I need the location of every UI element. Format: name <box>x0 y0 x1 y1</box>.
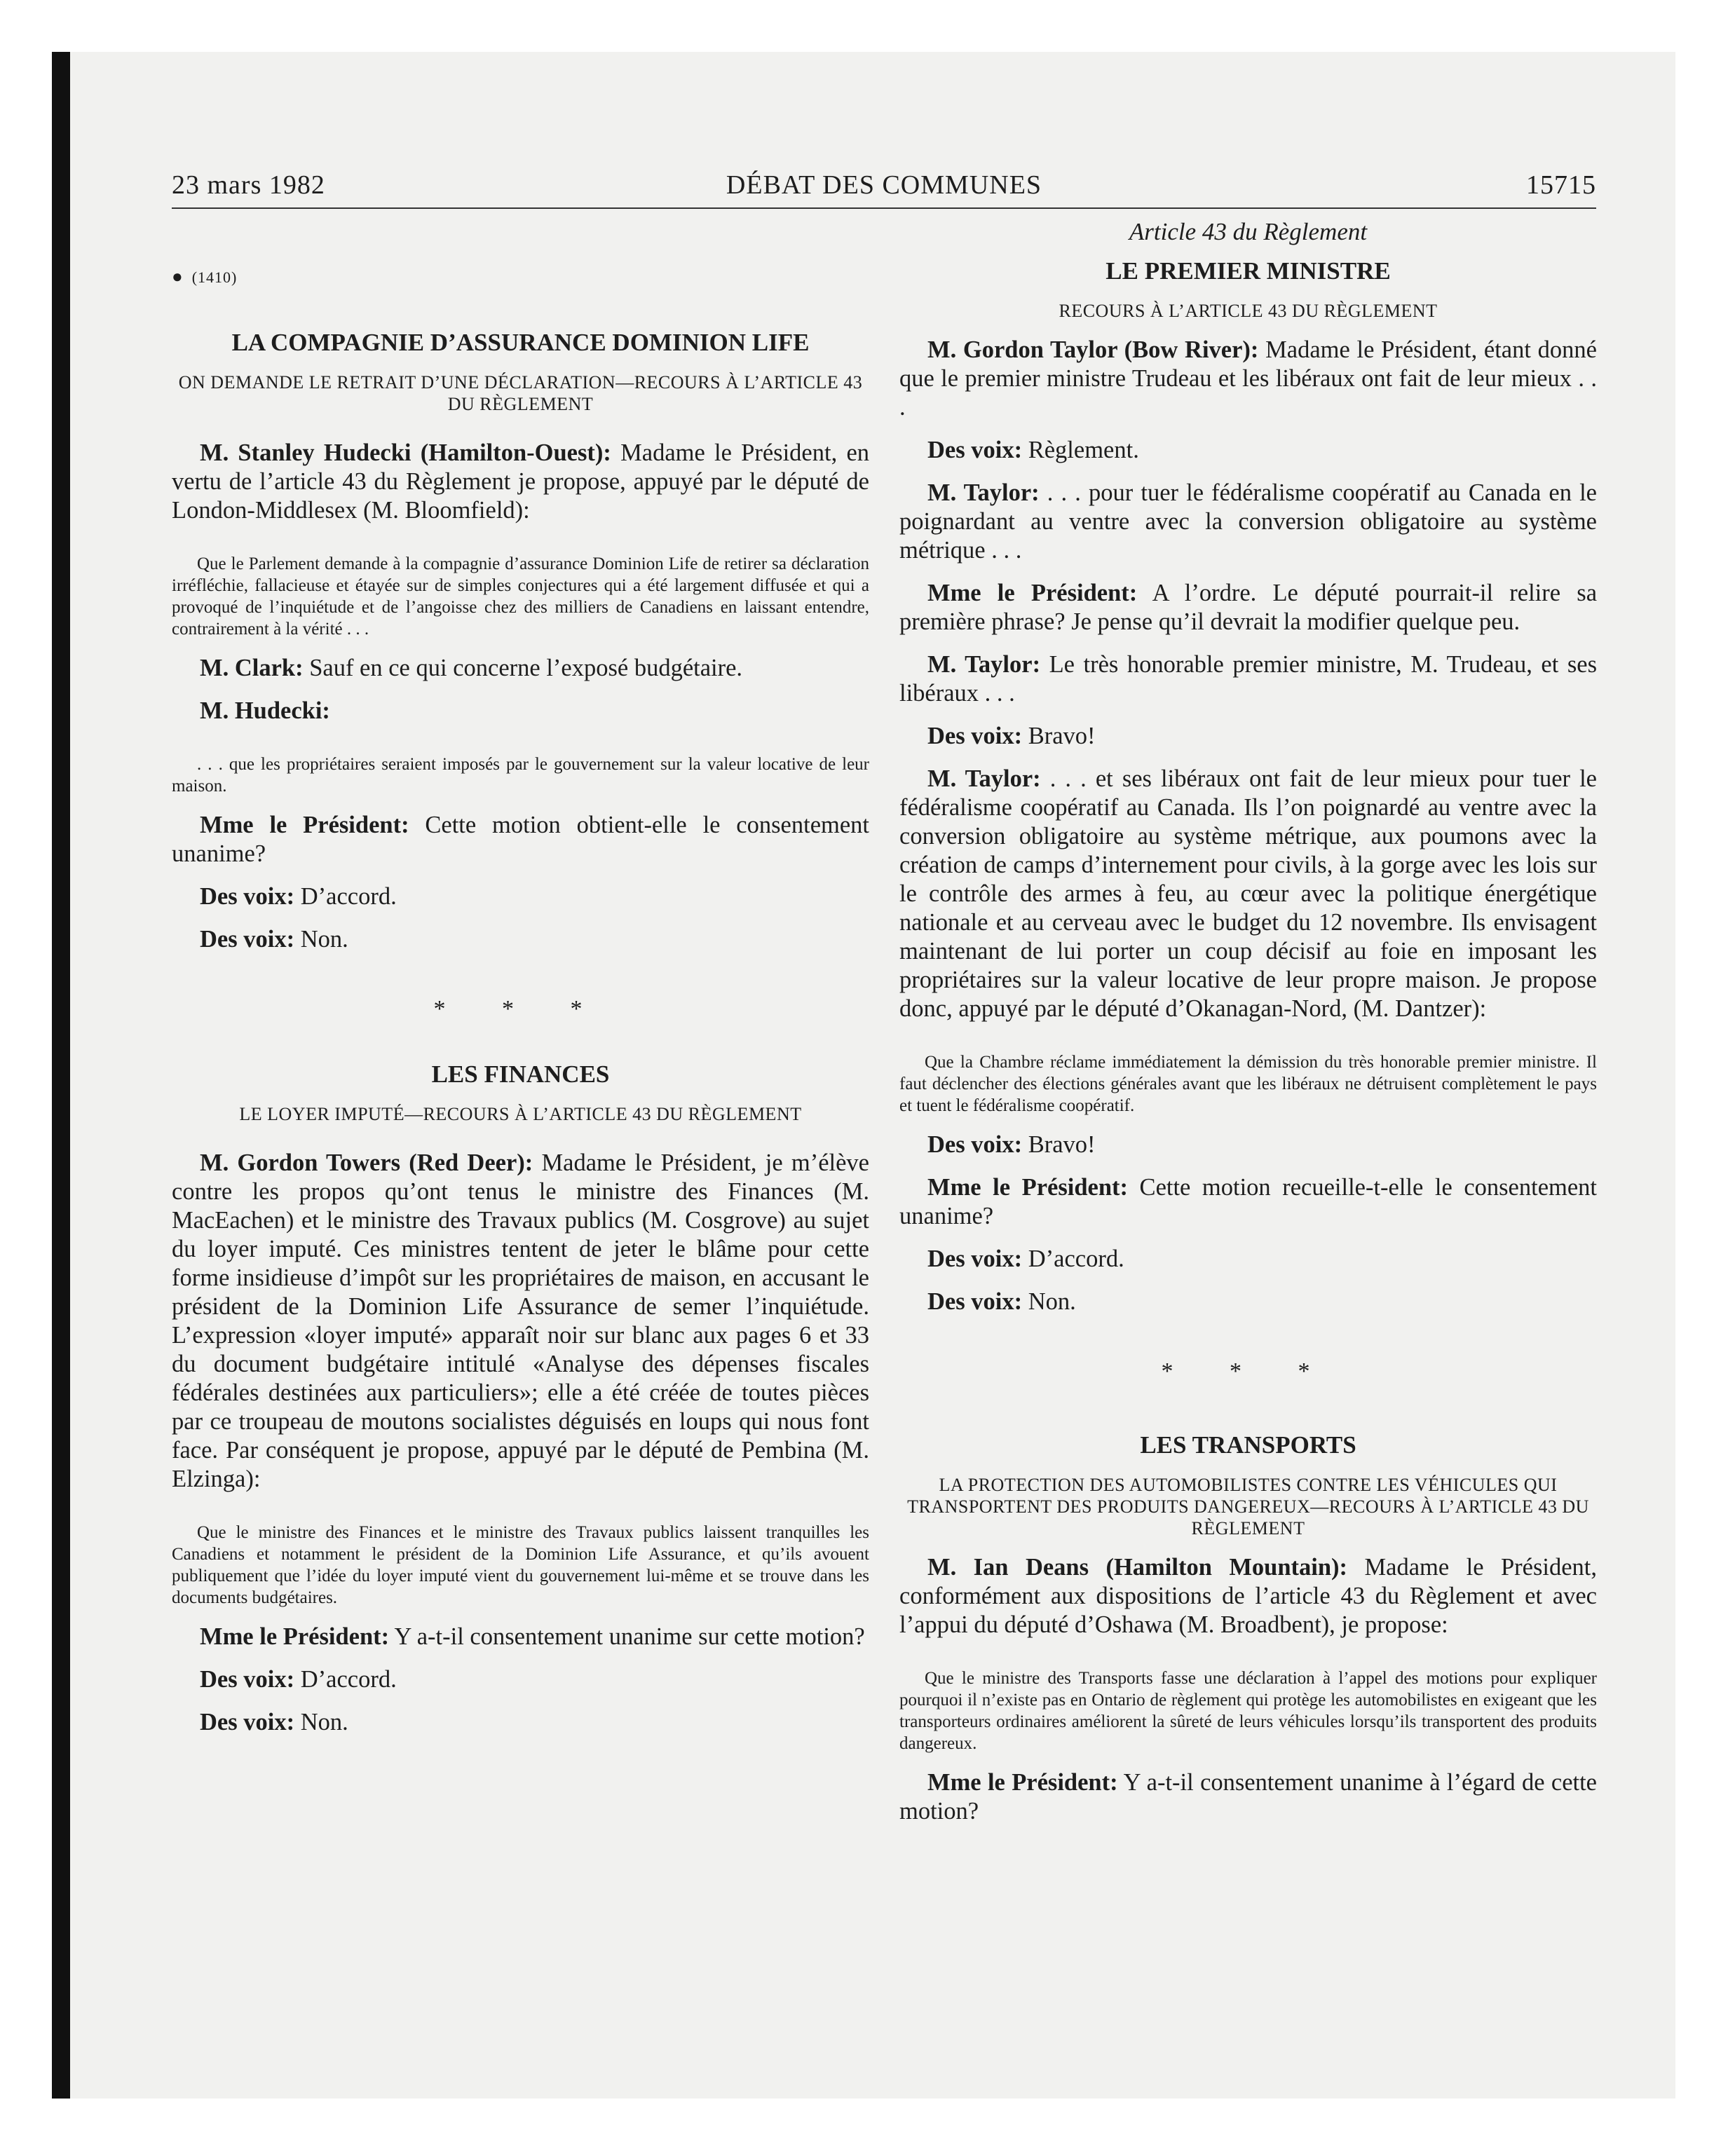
left-column <box>172 217 869 1737</box>
section-title: LES FINANCES <box>431 1060 610 1088</box>
speaker-name: M. Taylor: <box>927 765 1041 792</box>
speaker-name: Mme le Président: <box>200 1623 390 1650</box>
section-title: LES TRANSPORTS <box>1140 1431 1356 1459</box>
motion-quote: . . . que les propriétaires seraient imposés par le gouvernement sur la valeur locative de leur maison. <box>172 755 869 796</box>
speech-paragraph <box>172 882 869 911</box>
speech-paragraph <box>172 1149 869 1494</box>
speech-text: Règlement. <box>1022 437 1139 463</box>
speaker-name: M. Gordon Taylor (Bow River): <box>927 336 1259 363</box>
page-number: 15715 <box>1526 170 1596 200</box>
speaker-name: M. Stanley Hudecki (Hamilton-Ouest): <box>200 439 611 466</box>
speech-text: Madame le Président, en vertu de l’article 43 du Règlement je propose, appuyé par le député de London-Middlesex (M. Bloomfield): <box>172 439 870 524</box>
speech-text: . . . et ses libéraux ont fait de leur mieux pour tuer le fédéralisme coopératif au Canada. Ils l’on poignardé au ventre avec la conversion obligatoire au système métrique, aux poumons avec la création de camps d’internement pour civils, à la gorge avec les lois sur le contrôle des armes à feu, au cœur avec la politique énergétique nationale et au cerveau avec le budget du 12 novembre. Ils envisagent maintenant de lui porter un coup décisif au foie en imposant les propriétaires sur la valeur locative de leur propre maison. Je propose donc, appuyé par le député d’Okanagan-Nord, (M. Dantzer): <box>899 765 1597 1022</box>
speaker-name: Des voix: <box>927 1131 1023 1158</box>
motion-quote: Que le Parlement demande à la compagnie d’assurance Dominion Life de retirer sa déclaration irréfléchie, fallacieuse et étayée sur de simples conjectures qui a été largement diffusée et qui a provoqué de l’inquiétude et de l’angoisse chez des milliers de Canadiens en laissant entendre, contrairement à la vérité . . . <box>172 554 869 639</box>
speech-paragraph <box>899 1131 1597 1159</box>
speech-text: Y a-t-il consentement unanime sur cette motion? <box>389 1623 865 1650</box>
speaker-name: Mme le Président: <box>927 1769 1118 1796</box>
speech-text: A l’ordre. Le député pourrait-il relire sa première phrase? Je pense qu’il devrait la modifier quelque peu. <box>899 580 1598 635</box>
speech-paragraph <box>899 1245 1597 1274</box>
speaker-name: M. Taylor: <box>927 651 1041 678</box>
running-head <box>172 165 1596 209</box>
motion-quote: Que la Chambre réclame immédiatement la démission du très honorable premier ministre. Il faut déclencher des élections générales avant que les libéraux ne détruisent complètement le pays et tuent le fédéralisme coopératif. <box>899 1053 1597 1115</box>
speaker-name: Des voix: <box>927 1246 1023 1272</box>
speaker-name: M. Gordon Towers (Red Deer): <box>200 1149 533 1176</box>
speech-text: Le très honorable premier ministre, M. Trudeau, et ses libéraux . . . <box>899 651 1597 707</box>
speech-paragraph <box>172 654 869 683</box>
speech-text: Madame le Président, je m’élève contre les propos qu’ont tenus le ministre des Finances (M. MacEachen) et le ministre des Travaux publics (M. Cosgrove) au sujet du loyer imputé. Ces ministres tentent de jeter le blâme pour cette forme insidieuse d’impôt sur les propriétaires de maison, en accusant le président de la Dominion Life Assurance de semer l’inquiétude. L’expression «loyer imputé» apparaît noir sur blanc aux pages 6 et 33 du document budgétaire intitulé «Analyse des dépenses fiscales fédérales destinées aux particuliers»; elle a été créée de toutes pièces par ce troupeau de moutons socialistes déguisés en loups qui nous font face. Par conséquent je propose, appuyé par le député de Pembina (M. Elzinga): <box>172 1149 869 1492</box>
speaker-name: Des voix: <box>927 1288 1023 1315</box>
speech-text: . . . pour tuer le fédéralisme coopératif au Canada en le poignardant au ventre avec la conversion obligatoire au système métrique . . . <box>899 479 1597 564</box>
speech-paragraph <box>899 436 1597 465</box>
speech-paragraph <box>899 479 1597 565</box>
speaker-name: Des voix: <box>927 723 1023 749</box>
speech-paragraph <box>172 1665 869 1694</box>
speech-paragraph <box>899 336 1597 422</box>
section-subtitle: LE LOYER IMPUTÉ—RECOURS À L’ARTICLE 43 DU RÈGLEMENT <box>239 1104 802 1124</box>
section-subtitle: ON DEMANDE LE RETRAIT D’UNE DÉCLARATION—RECOURS À L’ARTICLE 43 DU RÈGLEMENT <box>178 372 863 414</box>
speech-text: Madame le Président, étant donné que le premier ministre Trudeau et les libéraux ont fait de leur mieux . . . <box>899 336 1597 421</box>
speech-text: Sauf en ce qui concerne l’exposé budgétaire. <box>303 655 743 681</box>
section-separator: * * * <box>433 996 608 1022</box>
speech-paragraph <box>899 1553 1597 1639</box>
speech-text: Non. <box>1022 1288 1076 1315</box>
time-marker <box>172 262 869 292</box>
section-title: LA COMPAGNIE D’ASSURANCE DOMINION LIFE <box>231 329 810 356</box>
speaker-name: Des voix: <box>200 883 295 910</box>
speaker-name: M. Hudecki: <box>200 697 330 724</box>
speech-paragraph <box>899 579 1597 636</box>
speech-paragraph <box>899 765 1597 1023</box>
speech-text: Non. <box>294 926 348 953</box>
bullet-icon: ● <box>172 266 184 287</box>
speech-paragraph <box>172 439 869 525</box>
motion-quote: Que le ministre des Transports fasse une déclaration à l’appel des motions pour expliquer pourquoi il n’existe pas en Ontario de règlement qui protège les automobilistes en exigeant que les transporteurs ordinaires améliorent la sûreté de leurs véhicules lorsqu’ils transportent des produits dangereux. <box>899 1669 1597 1753</box>
speaker-name: Mme le Président: <box>927 1174 1128 1201</box>
speech-text: Y a-t-il consentement unanime à l’égard de cette motion? <box>899 1769 1597 1824</box>
speech-paragraph <box>172 925 869 954</box>
speaker-name: Des voix: <box>200 1709 295 1735</box>
speech-paragraph <box>899 1173 1597 1231</box>
speech-paragraph <box>172 811 869 868</box>
speech-paragraph <box>899 1768 1597 1826</box>
speech-text: Cette motion recueille-t-elle le consentement unanime? <box>899 1174 1598 1229</box>
speech-paragraph <box>172 1623 869 1651</box>
speaker-name: Des voix: <box>200 926 295 953</box>
section-subtitle: LA PROTECTION DES AUTOMOBILISTES CONTRE LES VÉHICULES QUI TRANSPORTENT DES PRODUITS DANGEREUX—RECOURS À L’ARTICLE 43 DU RÈGLEMENT <box>907 1475 1589 1538</box>
speech-text: D’accord. <box>1022 1246 1124 1272</box>
speech-text: Madame le Président, conformément aux dispositions de l’article 43 du Règlement et avec l’appui du député d’Oshawa (M. Broadbent), je propose: <box>899 1554 1597 1638</box>
speaker-name: M. Ian Deans (Hamilton Mountain): <box>927 1554 1348 1581</box>
speech-text: Non. <box>294 1709 348 1735</box>
section-title: LE PREMIER MINISTRE <box>1105 257 1391 285</box>
speech-paragraph <box>899 722 1597 751</box>
speaker-name: M. Clark: <box>200 655 304 681</box>
right-column <box>899 217 1597 1826</box>
speaker-name: M. Taylor: <box>927 479 1040 506</box>
binding-edge <box>52 52 70 2099</box>
speech-paragraph <box>899 1288 1597 1316</box>
speech-text: Bravo! <box>1022 1131 1096 1158</box>
motion-quote: Que le ministre des Finances et le ministre des Travaux publics laissent tranquilles les Canadiens et notamment le président de la Dominion Life Assurance, et qu’ils avouent publiquement que l’idée du loyer imputé vient du gouvernement lui-même et se trouve dans les documents budgétaires. <box>172 1523 869 1607</box>
header-date: 23 mars 1982 <box>172 170 325 200</box>
speech-text: D’accord. <box>294 1666 397 1693</box>
speaker-name: Mme le Président: <box>927 580 1138 606</box>
section-subtitle: RECOURS À L’ARTICLE 43 DU RÈGLEMENT <box>1059 301 1438 321</box>
speech-text: D’accord. <box>294 883 397 910</box>
speech-paragraph <box>172 1708 869 1737</box>
time-marker-text: (1410) <box>191 268 238 286</box>
speech-paragraph <box>899 650 1597 708</box>
speaker-name: Mme le Président: <box>200 812 409 838</box>
header-title: DÉBAT DES COMMUNES <box>726 170 1042 200</box>
speech-paragraph <box>172 697 869 725</box>
article-heading: Article 43 du Règlement <box>1129 218 1368 245</box>
speech-text: Cette motion obtient-elle le consentement unanime? <box>172 812 869 867</box>
speaker-name: Des voix: <box>927 437 1023 463</box>
section-separator: * * * <box>1161 1358 1335 1384</box>
speaker-name: Des voix: <box>200 1666 295 1693</box>
speech-text: Bravo! <box>1022 723 1096 749</box>
